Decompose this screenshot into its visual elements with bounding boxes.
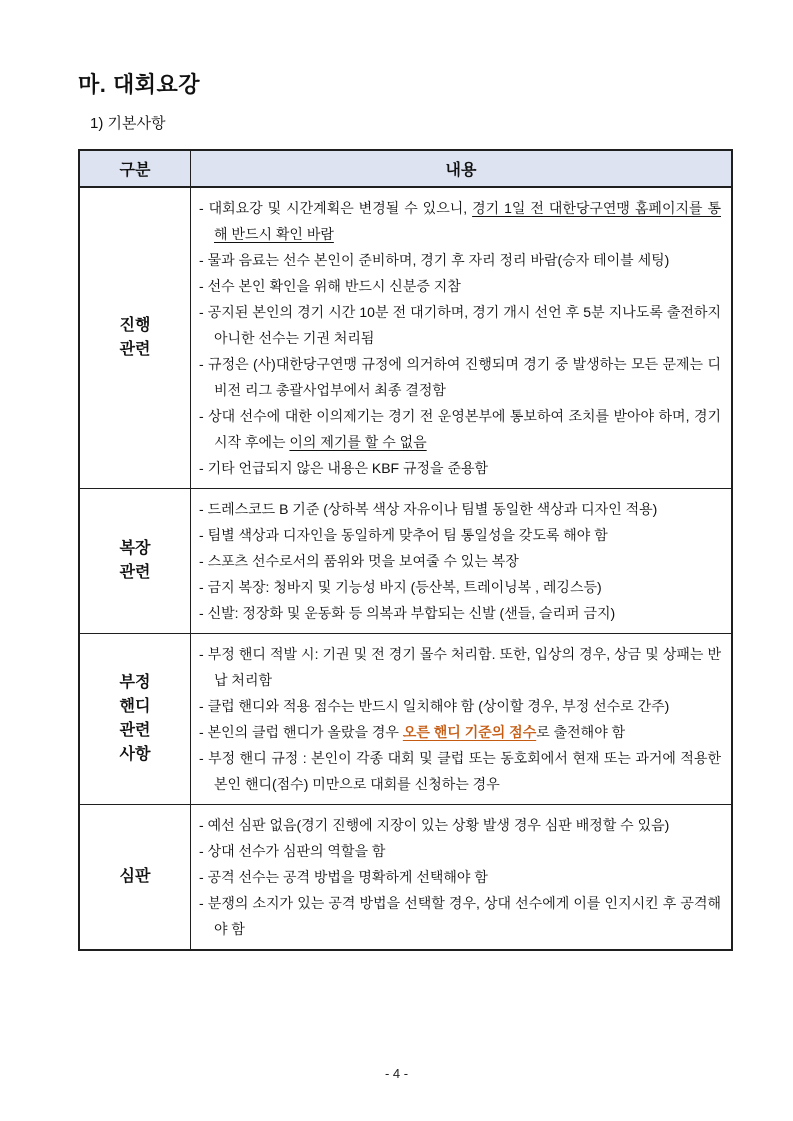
bullet-item bbox=[199, 403, 721, 455]
bullet-dash: - bbox=[199, 501, 208, 517]
bullet-item bbox=[199, 247, 721, 273]
bullet-item bbox=[199, 693, 721, 719]
text-run: 선수 본인 확인을 위해 반드시 신분증 지참 bbox=[207, 278, 461, 294]
text-run: 부정 핸디 적발 시: 기권 및 전 경기 몰수 처리함. 또한, 입상의 경우, 상금 및 상패는 반납 처리함 bbox=[207, 646, 721, 688]
text-run: 상대 선수가 심판의 역할을 함 bbox=[207, 843, 386, 859]
text-run: 규정은 (사)대한당구연맹 규정에 의거하여 진행되며 경기 중 발생하는 모든 문제는 디비전 리그 총괄사업부에서 최종 결정함 bbox=[208, 356, 721, 398]
text-run: 클럽 핸디와 적용 점수는 반드시 일치해야 함 (상이할 경우, 부정 선수로 간주) bbox=[207, 698, 670, 714]
bullet-dash: - bbox=[199, 278, 208, 294]
bullet-item bbox=[199, 574, 721, 600]
table-row bbox=[79, 805, 732, 951]
bullet-dash: - bbox=[199, 817, 208, 833]
bullet-item bbox=[199, 299, 721, 351]
bullet-item bbox=[199, 745, 721, 797]
table-header-content: 내용 bbox=[191, 150, 733, 187]
bullet-dash: - bbox=[199, 895, 208, 911]
text-run: 공격 선수는 공격 방법을 명확하게 선택해야 함 bbox=[207, 869, 488, 885]
bullet-item bbox=[199, 719, 721, 745]
row-content bbox=[191, 489, 733, 634]
text-run: 스포츠 선수로서의 품위와 멋을 보여줄 수 있는 복장 bbox=[207, 553, 519, 569]
bullet-item bbox=[199, 864, 721, 890]
underlined-text: 경기 1일 전 대한당구연맹 홈페이지를 통해 반드시 확인 바람 bbox=[214, 200, 721, 242]
table-row bbox=[79, 489, 732, 634]
bullet-dash: - bbox=[199, 843, 208, 859]
bullet-dash: - bbox=[199, 304, 208, 320]
text-run: 신발: 정장화 및 운동화 등 의복과 부합되는 신발 (샌들, 슬리퍼 금지) bbox=[207, 605, 616, 621]
text-run: 기타 언급되지 않은 내용은 KBF 규정을 준용함 bbox=[207, 460, 489, 476]
row-category: 복장 관련 bbox=[79, 489, 191, 634]
bullet-dash: - bbox=[199, 408, 209, 424]
bullet-item bbox=[199, 455, 721, 481]
text-run: 팀별 색상과 디자인을 동일하게 맞추어 팀 통일성을 갖도록 해야 함 bbox=[207, 527, 608, 543]
text-run: 상대 선수에 대한 이의제기는 경기 전 운영본부에 통보하여 조치를 받아야 하며, 경기 시작 후에는 bbox=[208, 408, 721, 450]
table-row bbox=[79, 187, 732, 489]
highlighted-text: 오른 핸디 기준의 점수 bbox=[402, 724, 537, 740]
bullet-dash: - bbox=[199, 646, 208, 662]
underlined-text: 이의 제기를 할 수 없음 bbox=[289, 434, 427, 450]
bullet-item bbox=[199, 496, 721, 522]
bullet-dash: - bbox=[199, 553, 208, 569]
row-category: 부정 핸디 관련 사항 bbox=[79, 634, 191, 805]
bullet-dash: - bbox=[199, 356, 209, 372]
bullet-item bbox=[199, 600, 721, 626]
row-category: 심판 bbox=[79, 805, 191, 951]
bullet-item bbox=[199, 890, 721, 942]
bullet-item bbox=[199, 195, 721, 247]
bullet-item bbox=[199, 838, 721, 864]
bullet-dash: - bbox=[199, 605, 208, 621]
bullet-dash: - bbox=[199, 460, 208, 476]
bullet-item bbox=[199, 351, 721, 403]
document-content bbox=[78, 68, 733, 951]
bullet-item bbox=[199, 641, 721, 693]
table-header-row bbox=[79, 150, 732, 187]
bullet-dash: - bbox=[199, 200, 209, 216]
bullet-dash: - bbox=[199, 869, 208, 885]
bullet-dash: - bbox=[199, 698, 208, 714]
bullet-item bbox=[199, 273, 721, 299]
bullet-dash: - bbox=[199, 252, 208, 268]
text-run: 대회요강 및 시간계획은 변경될 수 있으니, bbox=[208, 200, 473, 216]
row-content bbox=[191, 187, 733, 489]
row-content bbox=[191, 805, 733, 951]
bullet-item bbox=[199, 548, 721, 574]
table-row bbox=[79, 634, 732, 805]
text-run: 예선 심판 없음(경기 진행에 지장이 있는 상황 발생 경우 심판 배정할 수 있음) bbox=[207, 817, 670, 833]
bullet-item bbox=[199, 522, 721, 548]
text-run: 물과 음료는 선수 본인이 준비하며, 경기 후 자리 정리 바람(승자 테이블 세팅) bbox=[207, 252, 670, 268]
rules-table bbox=[78, 149, 733, 951]
page-number: - 4 - bbox=[384, 1066, 409, 1081]
text-run: 부정 핸디 규정 : 본인이 각종 대회 및 클럽 또는 동호회에서 현재 또는 과거에 적용한 본인 핸디(점수) 미만으로 대회를 신청하는 경우 bbox=[208, 750, 721, 792]
bullet-dash: - bbox=[199, 750, 209, 766]
section-subtitle: 1) 기본사항 bbox=[90, 115, 166, 132]
bullet-dash: - bbox=[199, 527, 208, 543]
bullet-dash: - bbox=[199, 724, 208, 740]
row-category: 진행 관련 bbox=[79, 187, 191, 489]
text-run: 로 출전해야 함 bbox=[536, 724, 626, 740]
page-title: 마. 대회요강 bbox=[78, 72, 200, 97]
text-run: 금지 복장: 청바지 및 기능성 바지 (등산복, 트레이닝복 , 레깅스등) bbox=[207, 579, 602, 595]
text-run: 분쟁의 소지가 있는 공격 방법을 선택할 경우, 상대 선수에게 이를 인지시킨 후 공격해야 함 bbox=[207, 895, 721, 937]
row-content bbox=[191, 634, 733, 805]
text-run: 공지된 본인의 경기 시간 10분 전 대기하며, 경기 개시 선언 후 5분 지나도록 출전하지 아니한 선수는 기권 처리됨 bbox=[207, 304, 721, 346]
text-run: 본인의 클럽 핸디가 올랐을 경우 bbox=[207, 724, 403, 740]
bullet-item bbox=[199, 812, 721, 838]
table-header-category: 구분 bbox=[79, 150, 191, 187]
text-run: 드레스코드 B 기준 (상하복 색상 자유이나 팀별 동일한 색상과 디자인 적용) bbox=[207, 501, 658, 517]
bullet-dash: - bbox=[199, 579, 208, 595]
